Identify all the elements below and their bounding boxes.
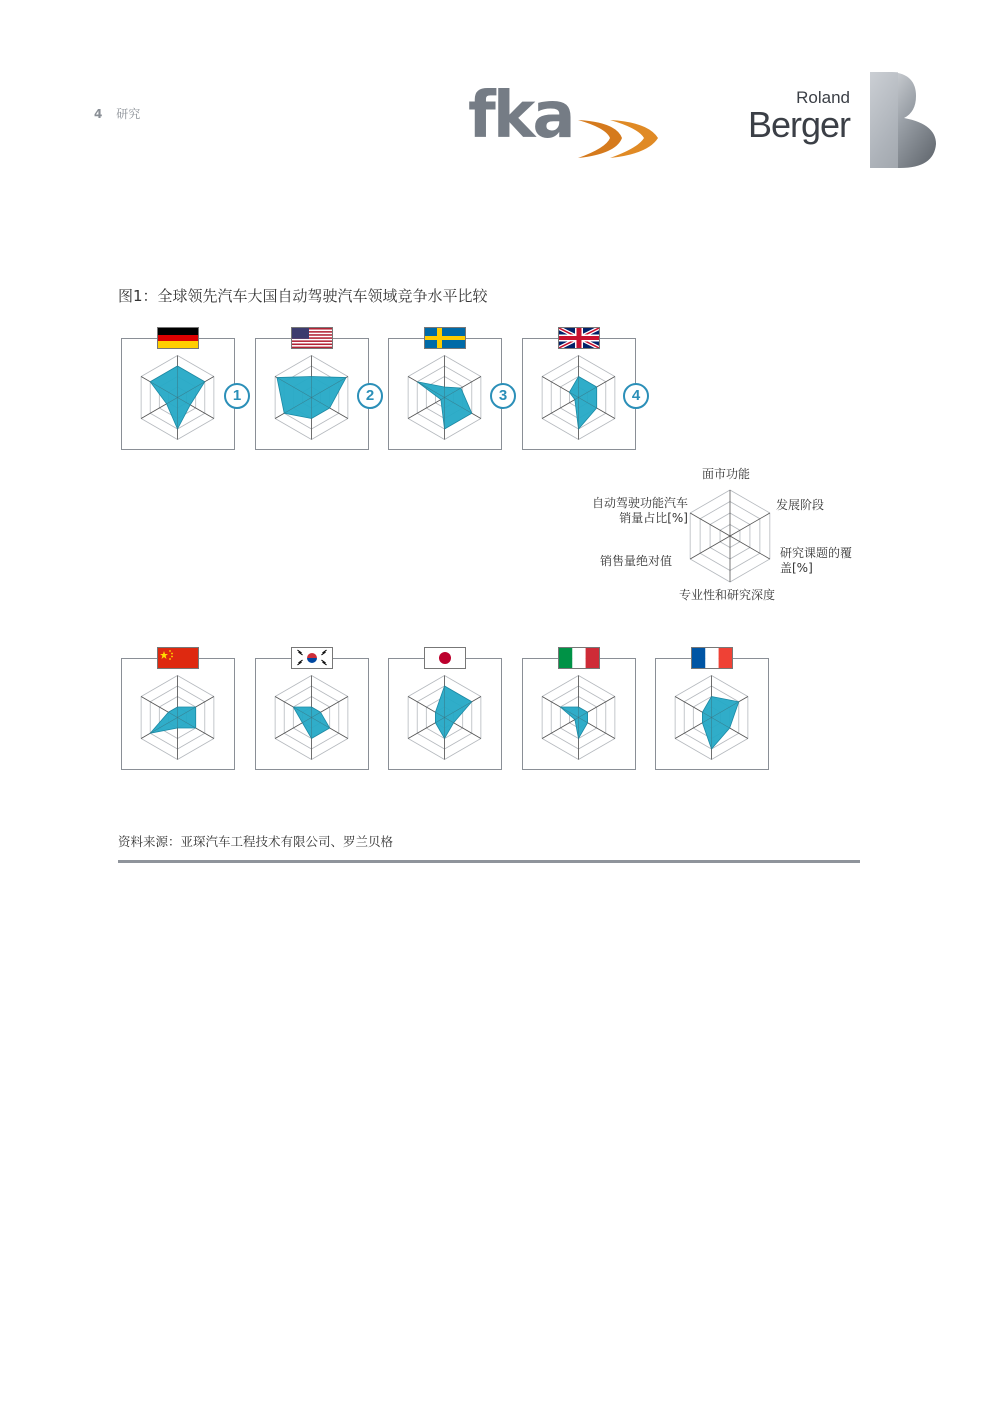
- radar-legend: [580, 460, 860, 610]
- radar-panel-china: [121, 658, 235, 770]
- flag-germany-icon: [157, 327, 199, 349]
- fka-logo-text: fka: [468, 79, 573, 153]
- figure-source: 资料来源：亚琛汽车工程技术有限公司、罗兰贝格: [118, 834, 394, 849]
- flag-japan-icon: [424, 647, 466, 669]
- legend-axis-2: 研究课题的覆盖[%]: [780, 546, 853, 575]
- radar-panel-france: [655, 658, 769, 770]
- legend-axis-5: 自动驾驶功能汽车销量占比[%]: [591, 496, 688, 525]
- radar-chart-france: [656, 659, 767, 768]
- radar-chart-sweden: [389, 339, 500, 448]
- radar-panel-uk: [522, 338, 636, 450]
- radar-chart-japan: [389, 659, 500, 768]
- radar-panel-sweden: [388, 338, 502, 450]
- rank-badge-1: 1: [224, 383, 250, 409]
- legend-axis-0: 面市功能: [702, 467, 751, 481]
- flag-italy-icon: [558, 647, 600, 669]
- page-header: [94, 105, 140, 122]
- radar-panel-korea: [255, 658, 369, 770]
- rank-badge-4: 4: [623, 383, 649, 409]
- radar-chart-germany: [122, 339, 233, 448]
- legend-axis-3: 专业性和研究深度: [679, 588, 776, 602]
- flag-korea-icon: [291, 647, 333, 669]
- radar-area-italy: [560, 707, 587, 739]
- fka-chevron-icon: [576, 112, 666, 162]
- radar-panel-italy: [522, 658, 636, 770]
- flag-sweden-icon: [424, 327, 466, 349]
- flag-china-icon: [157, 647, 199, 669]
- roland-berger-logo: [738, 72, 948, 172]
- roland-berger-b-icon: [870, 72, 938, 168]
- divider-line: [118, 860, 860, 863]
- flag-usa-icon: [291, 327, 333, 349]
- rank-badge-3: 3: [490, 383, 516, 409]
- fka-logo: [468, 80, 668, 170]
- berger-text: Berger: [747, 104, 850, 145]
- radar-panel-japan: [388, 658, 502, 770]
- section-label: 研究: [116, 107, 141, 121]
- radar-chart-italy: [523, 659, 634, 768]
- flag-uk-icon: [558, 327, 600, 349]
- rank-badge-2: 2: [357, 383, 383, 409]
- radar-panel-germany: [121, 338, 235, 450]
- flag-france-icon: [691, 647, 733, 669]
- radar-chart-korea: [256, 659, 367, 768]
- legend-axis-1: 发展阶段: [776, 498, 825, 512]
- radar-chart-uk: [523, 339, 634, 448]
- roland-text: Roland: [796, 88, 850, 107]
- radar-panel-usa: [255, 338, 369, 450]
- figure-title: 图1：全球领先汽车大国自动驾驶汽车领域竞争水平比较: [118, 287, 488, 305]
- legend-axis-4: 销售量绝对值: [600, 554, 673, 568]
- radar-chart-china: [122, 659, 233, 768]
- radar-chart-usa: [256, 339, 367, 448]
- page-number: 4: [94, 107, 103, 121]
